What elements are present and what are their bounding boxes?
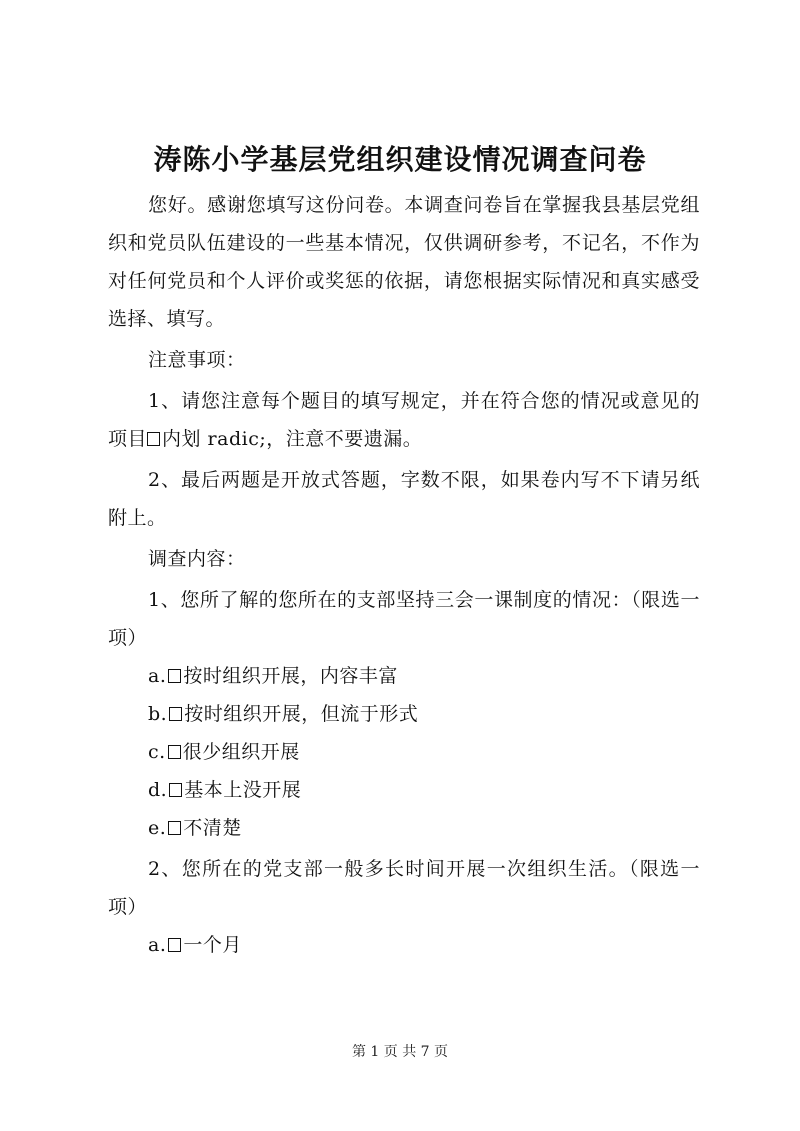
question-1: 1、您所了解的您所在的支部坚持三会一课制度的情况：（限选一项） <box>108 589 700 649</box>
option-label: 不清楚 <box>183 817 242 839</box>
note-item-2: 2、最后两题是开放式答题，字数不限，如果卷内写不下请另纸附上。 <box>108 469 700 529</box>
question-1-option-e[interactable] <box>108 809 700 847</box>
question-1-option-c[interactable] <box>108 733 700 771</box>
option-label: 按时组织开展，但流于形式 <box>184 703 419 725</box>
option-label: 很少组织开展 <box>182 741 300 763</box>
option-letter: a. <box>148 934 167 956</box>
note-item-1 <box>108 382 700 458</box>
checkbox-icon[interactable] <box>168 669 181 683</box>
intro-paragraph: 您好。感谢您填写这份问卷。本调查问卷旨在掌握我县基层党组织和党员队伍建设的一些基本情况，仅供调研参考，不记名，不作为对任何党员和个人评价或奖惩的依据，请您根据实际情况和真实感受选择、填写。 <box>108 194 700 330</box>
option-label: 基本上没开展 <box>184 779 302 801</box>
notes-heading: 注意事项： <box>148 349 246 371</box>
checkbox-icon[interactable] <box>169 783 182 797</box>
note-item-1-text: 1、请您注意每个题目的填写规定，并在符合您的情况或意见的项目 <box>108 390 700 450</box>
checkbox-icon[interactable] <box>168 938 181 952</box>
option-letter: c. <box>148 741 166 763</box>
option-letter: d. <box>148 779 168 801</box>
option-letter: b. <box>148 703 168 725</box>
checkbox-icon <box>147 432 160 446</box>
option-label: 一个月 <box>183 934 242 956</box>
question-2: 2、您所在的党支部一般多长时间开展一次组织生活。（限选一项） <box>108 858 700 918</box>
option-letter: e. <box>148 817 167 839</box>
document-body <box>108 186 700 964</box>
question-1-option-b[interactable] <box>108 695 700 733</box>
survey-heading: 调查内容： <box>148 548 246 570</box>
option-label: 按时组织开展，内容丰富 <box>183 665 398 687</box>
question-1-option-a[interactable] <box>108 657 700 695</box>
question-1-option-d[interactable] <box>108 771 700 809</box>
checkbox-icon[interactable] <box>169 707 182 721</box>
option-letter: a. <box>148 665 167 687</box>
note-item-1-text-end: 内划 radic;，注意不要遗漏。 <box>162 428 423 450</box>
page-footer: 第 1 页 共 7 页 <box>351 1044 449 1060</box>
checkbox-icon[interactable] <box>168 821 181 835</box>
checkbox-icon[interactable] <box>168 745 181 759</box>
question-2-option-a[interactable] <box>108 926 700 964</box>
document-title: 涛陈小学基层党组织建设情况调查问卷 <box>153 143 647 176</box>
